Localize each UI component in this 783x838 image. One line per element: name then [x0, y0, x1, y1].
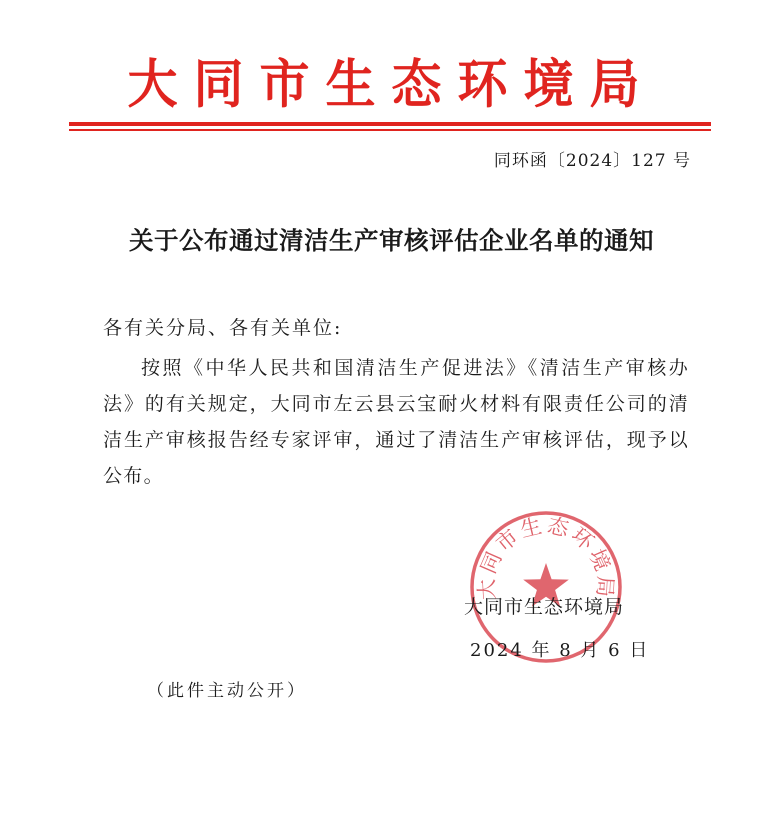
- notice-title: 关于公布通过清洁生产审核评估企业名单的通知: [129, 226, 654, 255]
- signing-organization: 大同市生态环境局: [464, 596, 625, 618]
- notice-body: 按照《中华人民共和国清洁生产促进法》《清洁生产审核办法》的有关规定，大同市左云县云宝耐火材料有限责任公司的清洁生产审核报告经专家评审，通过了清洁生产审核评估，现予以公布。: [103, 357, 689, 487]
- header-red-rule-thick: [69, 122, 711, 126]
- seal-arc-text: 大同市生态环境局: [474, 513, 618, 601]
- addressee-line: 各有关分局、各有关单位:: [103, 317, 343, 339]
- document-number: 同环函〔2024〕127 号: [493, 151, 691, 171]
- issuer-header: 大同市生态环境局: [127, 53, 656, 115]
- header-red-rule-thin: [69, 129, 711, 131]
- signing-date: 2024 年 8 月 6 日: [470, 640, 650, 661]
- disclosure-note: （此件主动公开）: [147, 681, 307, 701]
